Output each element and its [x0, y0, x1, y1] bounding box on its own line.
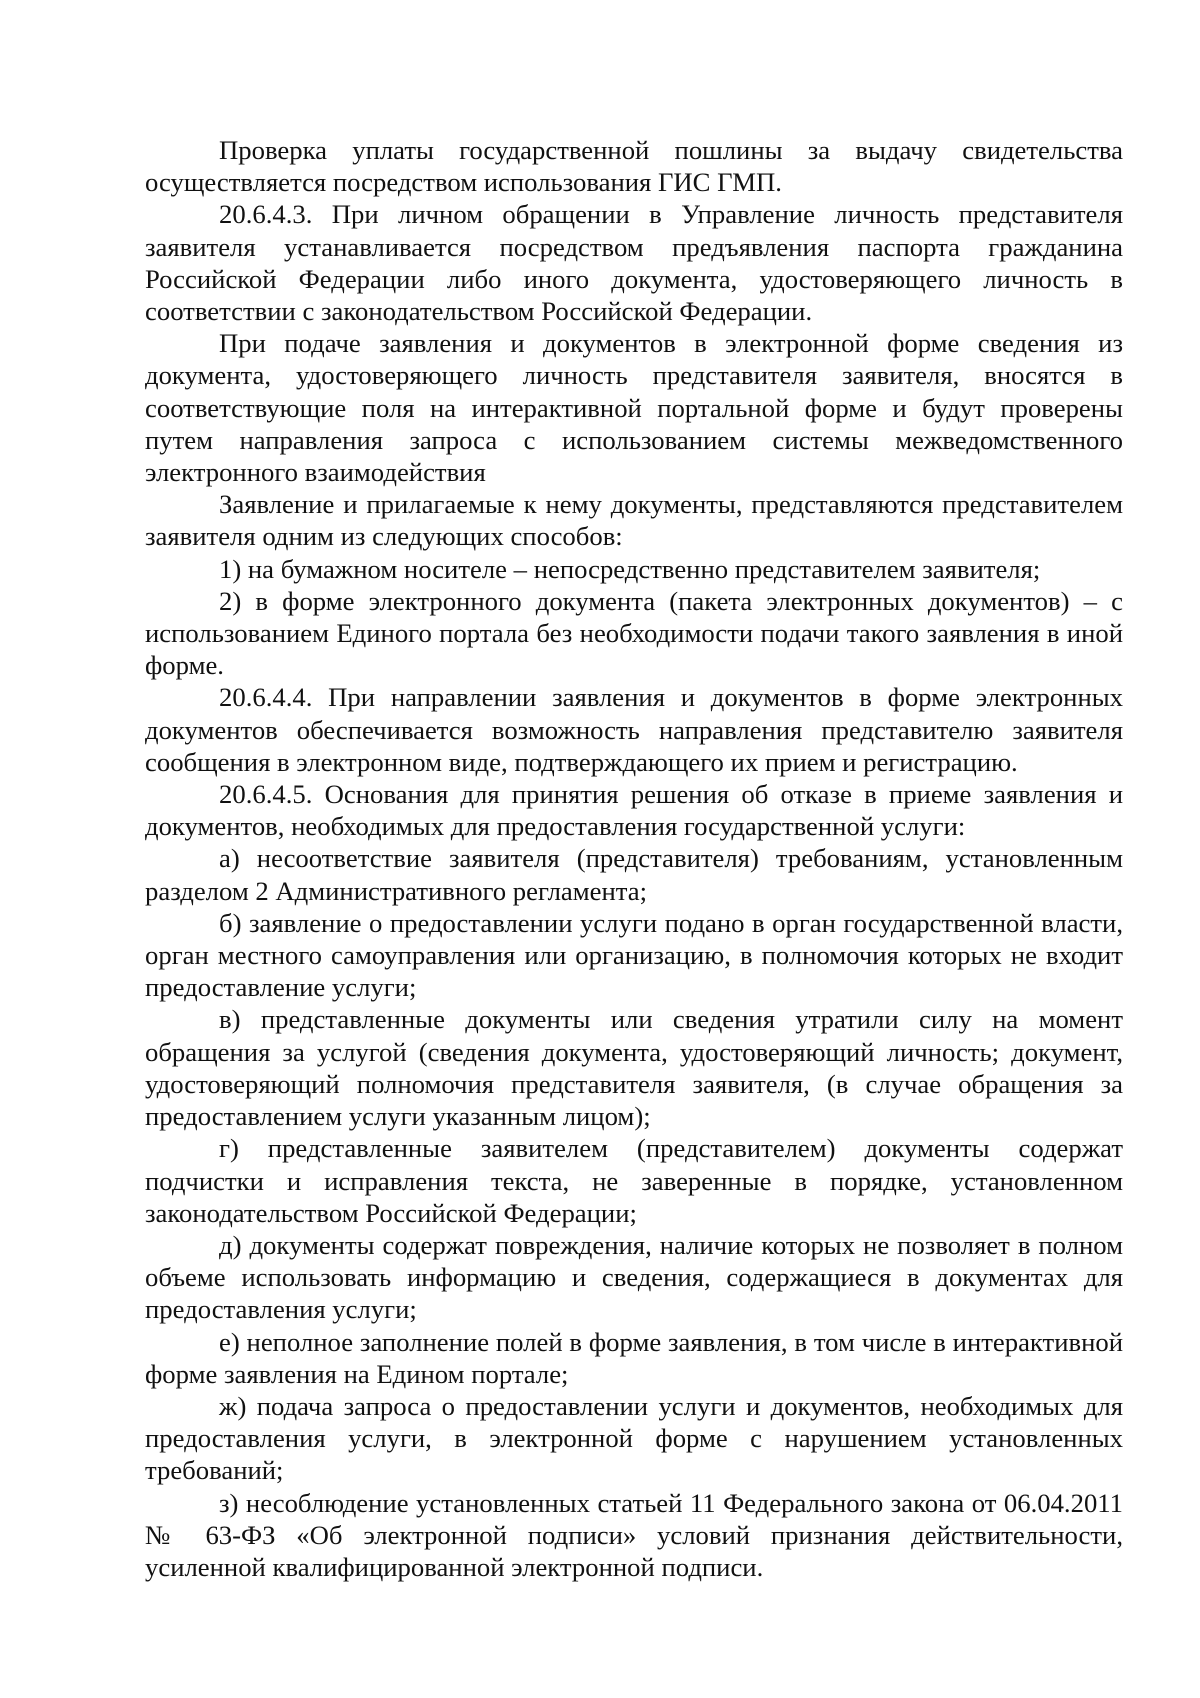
list-item-e: е) неполное заполнение полей в форме заявления, в том числе в интерактивной форме заявления на Едином портале;: [145, 1326, 1123, 1389]
list-item-zh: ж) подача запроса о предоставлении услуги и документов, необходимых для предоставления услуги, в электронной форме с нарушением установленных требований;: [145, 1390, 1123, 1486]
list-item-electronic: 2) в форме электронного документа (пакета электронных документов) – с использованием Единого портала без необходимости подачи такого заявления в иной форме.: [145, 585, 1123, 681]
paragraph-gis-gmp-check: Проверка уплаты государственной пошлины за выдачу свидетельства осуществляется посредством использования ГИС ГМП.: [145, 135, 1123, 198]
list-item-g: г) представленные заявителем (представителем) документы содержат подчистки и исправления текста, не заверенные в порядке, установленном законодательством Российской Федерации;: [145, 1133, 1123, 1228]
paragraph-20-6-4-4: 20.6.4.4. При направлении заявления и документов в форме электронных документов обеспечивается возможность направления представителю заявителя сообщения в электронном виде, подтверждающего их прием и регистрацию.: [145, 682, 1123, 777]
list-item-z: з) несоблюдение установленных статьей 11 Федерального закона от 06.04.2011 № 63-ФЗ «Об электронной подписи» условий признания действительности, усиленной квалифицированной электронной подписи.: [145, 1487, 1123, 1582]
list-item-paper: 1) на бумажном носителе – непосредственно представителем заявителя;: [219, 553, 1041, 584]
paragraph-submission-methods: Заявление и прилагаемые к нему документы, представляются представителем заявителя одним из следующих способов:: [145, 489, 1123, 552]
paragraph-20-6-4-3: 20.6.4.3. При личном обращении в Управление личность представителя заявителя устанавливается посредством предъявления паспорта гражданина Российской Федерации либо иного документа, удостоверяющего личность в соответствии с законодательством Российской Федерации.: [145, 199, 1123, 327]
list-item-a: а) несоответствие заявителя (представителя) требованиям, установленным разделом 2 Административного регламента;: [145, 843, 1123, 906]
list-item-d: д) документы содержат повреждения, наличие которых не позволяет в полном объеме использовать информацию и сведения, содержащиеся в документах для предоставления услуги;: [145, 1229, 1123, 1325]
list-item-b: б) заявление о предоставлении услуги подано в орган государственной власти, орган местного самоуправления или организацию, в полномочия которых не входит предоставление услуги;: [145, 907, 1123, 1003]
paragraph-20-6-4-5: 20.6.4.5. Основания для принятия решения об отказе в приеме заявления и документов, необходимых для предоставления государственной услуги:: [145, 779, 1123, 842]
paragraph-electronic-submission: При подаче заявления и документов в электронной форме сведения из документа, удостоверяющего личность представителя заявителя, вносятся в соответствующие поля на интерактивной портальной форме и будут проверены путем направления запроса с использованием системы межведомственного электронного взаимодействия: [145, 328, 1123, 488]
document-body: [145, 134, 1123, 1583]
list-item-v: в) представленные документы или сведения утратили силу на момент обращения за услугой (сведения документа, удостоверяющий личность; документ, удостоверяющий полномочия представителя заявителя, (в случае обращения за предоставлением услуги указанным лицом);: [145, 1004, 1123, 1132]
